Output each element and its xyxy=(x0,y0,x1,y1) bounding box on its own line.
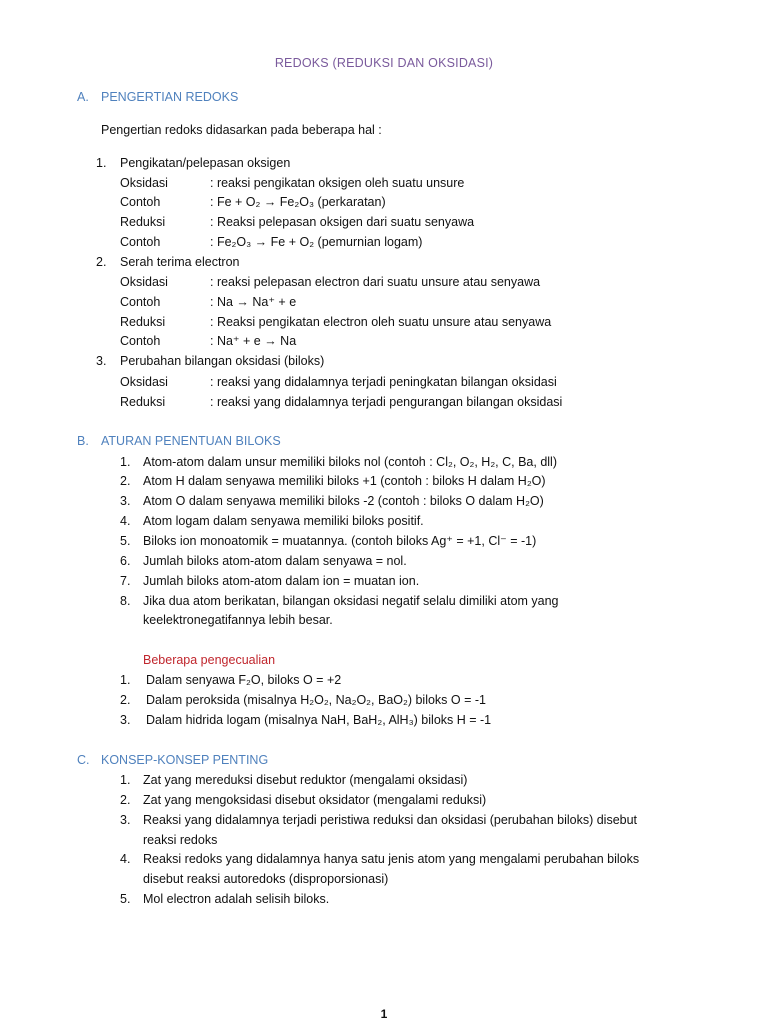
row-label: Oksidasi xyxy=(120,176,168,190)
list-item-num: 4. xyxy=(120,514,131,528)
section-c-heading: KONSEP-KONSEP PENTING xyxy=(101,753,269,767)
list-item: Mol electron adalah selisih biloks. xyxy=(143,892,330,906)
page-number: 1 xyxy=(380,1007,388,1021)
list-item-num: 4. xyxy=(120,852,131,866)
section-a-item-2-text: Serah terima electron xyxy=(120,255,240,269)
exception-item: Dalam peroksida (misalnya H₂O₂, Na₂O₂, BaO₂) biloks O = -1 xyxy=(146,693,486,707)
list-item-continuation: disebut reaksi autoredoks (disproporsionasi) xyxy=(143,872,389,886)
list-item: Reaksi redoks yang didalamnya hanya satu jenis atom yang mengalami perubahan biloks xyxy=(143,852,640,866)
list-item: Jumlah biloks atom-atom dalam senyawa = nol. xyxy=(143,554,407,568)
section-a-item-1-num: 1. xyxy=(96,156,107,170)
row-label: Contoh xyxy=(120,195,161,209)
list-item: Reaksi yang didalamnya terjadi peristiwa reduksi dan oksidasi (perubahan biloks) disebut xyxy=(143,813,638,827)
section-a-heading: PENGERTIAN REDOKS xyxy=(101,90,239,104)
exception-num: 2. xyxy=(120,693,131,707)
list-item: Biloks ion monoatomik = muatannya. (contoh biloks Ag⁺ = +1, Cl⁻ = -1) xyxy=(143,534,537,548)
row-label: Contoh xyxy=(120,235,161,249)
row-label: Contoh xyxy=(120,334,161,348)
row-value: : Reaksi pengikatan electron oleh suatu unsure atau senyawa xyxy=(210,315,552,329)
row-value: : reaksi yang didalamnya terjadi pengurangan bilangan oksidasi xyxy=(210,395,563,409)
list-item: Atom H dalam senyawa memiliki biloks +1 (contoh : biloks H dalam H₂O) xyxy=(143,474,546,488)
row-label: Reduksi xyxy=(120,395,166,409)
list-item-num: 5. xyxy=(120,534,131,548)
list-item-num: 2. xyxy=(120,474,131,488)
list-item: Atom logam dalam senyawa memiliki biloks positif. xyxy=(143,514,424,528)
section-a-letter: A. xyxy=(77,90,89,104)
section-a-item-1-text: Pengikatan/pelepasan oksigen xyxy=(120,156,291,170)
list-item-num: 3. xyxy=(120,494,131,508)
list-item: Jika dua atom berikatan, bilangan oksidasi negatif selalu dimiliki atom yang xyxy=(143,594,559,608)
row-label: Reduksi xyxy=(120,315,166,329)
row-value: : reaksi pengikatan oksigen oleh suatu unsure xyxy=(210,176,465,190)
list-item-num: 8. xyxy=(120,594,131,608)
row-value: : reaksi pelepasan electron dari suatu unsure atau senyawa xyxy=(210,275,541,289)
exceptions-heading: Beberapa pengecualian xyxy=(143,653,276,667)
list-item-num: 1. xyxy=(120,455,131,469)
section-b-letter: B. xyxy=(77,434,89,448)
section-a-item-3-num: 3. xyxy=(96,354,107,368)
list-item: Atom O dalam senyawa memiliki biloks -2 (contoh : biloks O dalam H₂O) xyxy=(143,494,544,508)
section-c-letter: C. xyxy=(77,753,90,767)
row-value: : reaksi yang didalamnya terjadi peningkatan bilangan oksidasi xyxy=(210,375,557,389)
exception-item: Dalam senyawa F₂O, biloks O = +2 xyxy=(146,673,342,687)
section-a-intro: Pengertian redoks didasarkan pada beberapa hal : xyxy=(101,123,382,137)
list-item-num: 7. xyxy=(120,574,131,588)
list-item: Zat yang mereduksi disebut reduktor (mengalami oksidasi) xyxy=(143,773,468,787)
section-b-heading: ATURAN PENENTUAN BILOKS xyxy=(101,434,281,448)
row-label: Contoh xyxy=(120,295,161,309)
row-label: Oksidasi xyxy=(120,275,168,289)
row-value: : Reaksi pelepasan oksigen dari suatu senyawa xyxy=(210,215,475,229)
list-item-num: 5. xyxy=(120,892,131,906)
exception-num: 1. xyxy=(120,673,131,687)
row-value: : Na⁺ + e → Na xyxy=(210,334,297,348)
section-a-item-3-text: Perubahan bilangan oksidasi (biloks) xyxy=(120,354,325,368)
list-item: Jumlah biloks atom-atom dalam ion = muatan ion. xyxy=(143,574,420,588)
row-label: Oksidasi xyxy=(120,375,168,389)
list-item-num: 3. xyxy=(120,813,131,827)
row-value: : Fe₂O₃ → Fe + O₂ (pemurnian logam) xyxy=(210,235,423,249)
list-item-num: 2. xyxy=(120,793,131,807)
document-title: REDOKS (REDUKSI DAN OKSIDASI) xyxy=(274,56,494,70)
exception-item: Dalam hidrida logam (misalnya NaH, BaH₂, AlH₃) biloks H = -1 xyxy=(146,713,492,727)
section-a-item-2-num: 2. xyxy=(96,255,107,269)
row-value: : Fe + O₂ → Fe₂O₃ (perkaratan) xyxy=(210,195,386,209)
list-item-continuation: reaksi redoks xyxy=(143,833,218,847)
exception-num: 3. xyxy=(120,713,131,727)
row-value: : Na → Na⁺ + e xyxy=(210,295,297,309)
list-item-num: 6. xyxy=(120,554,131,568)
list-item-num: 1. xyxy=(120,773,131,787)
list-item: Atom-atom dalam unsur memiliki biloks nol (contoh : Cl₂, O₂, H₂, C, Ba, dll) xyxy=(143,455,557,469)
row-label: Reduksi xyxy=(120,215,166,229)
list-item: Zat yang mengoksidasi disebut oksidator (mengalami reduksi) xyxy=(143,793,487,807)
list-item-continuation: keelektronegatifannya lebih besar. xyxy=(143,613,333,627)
